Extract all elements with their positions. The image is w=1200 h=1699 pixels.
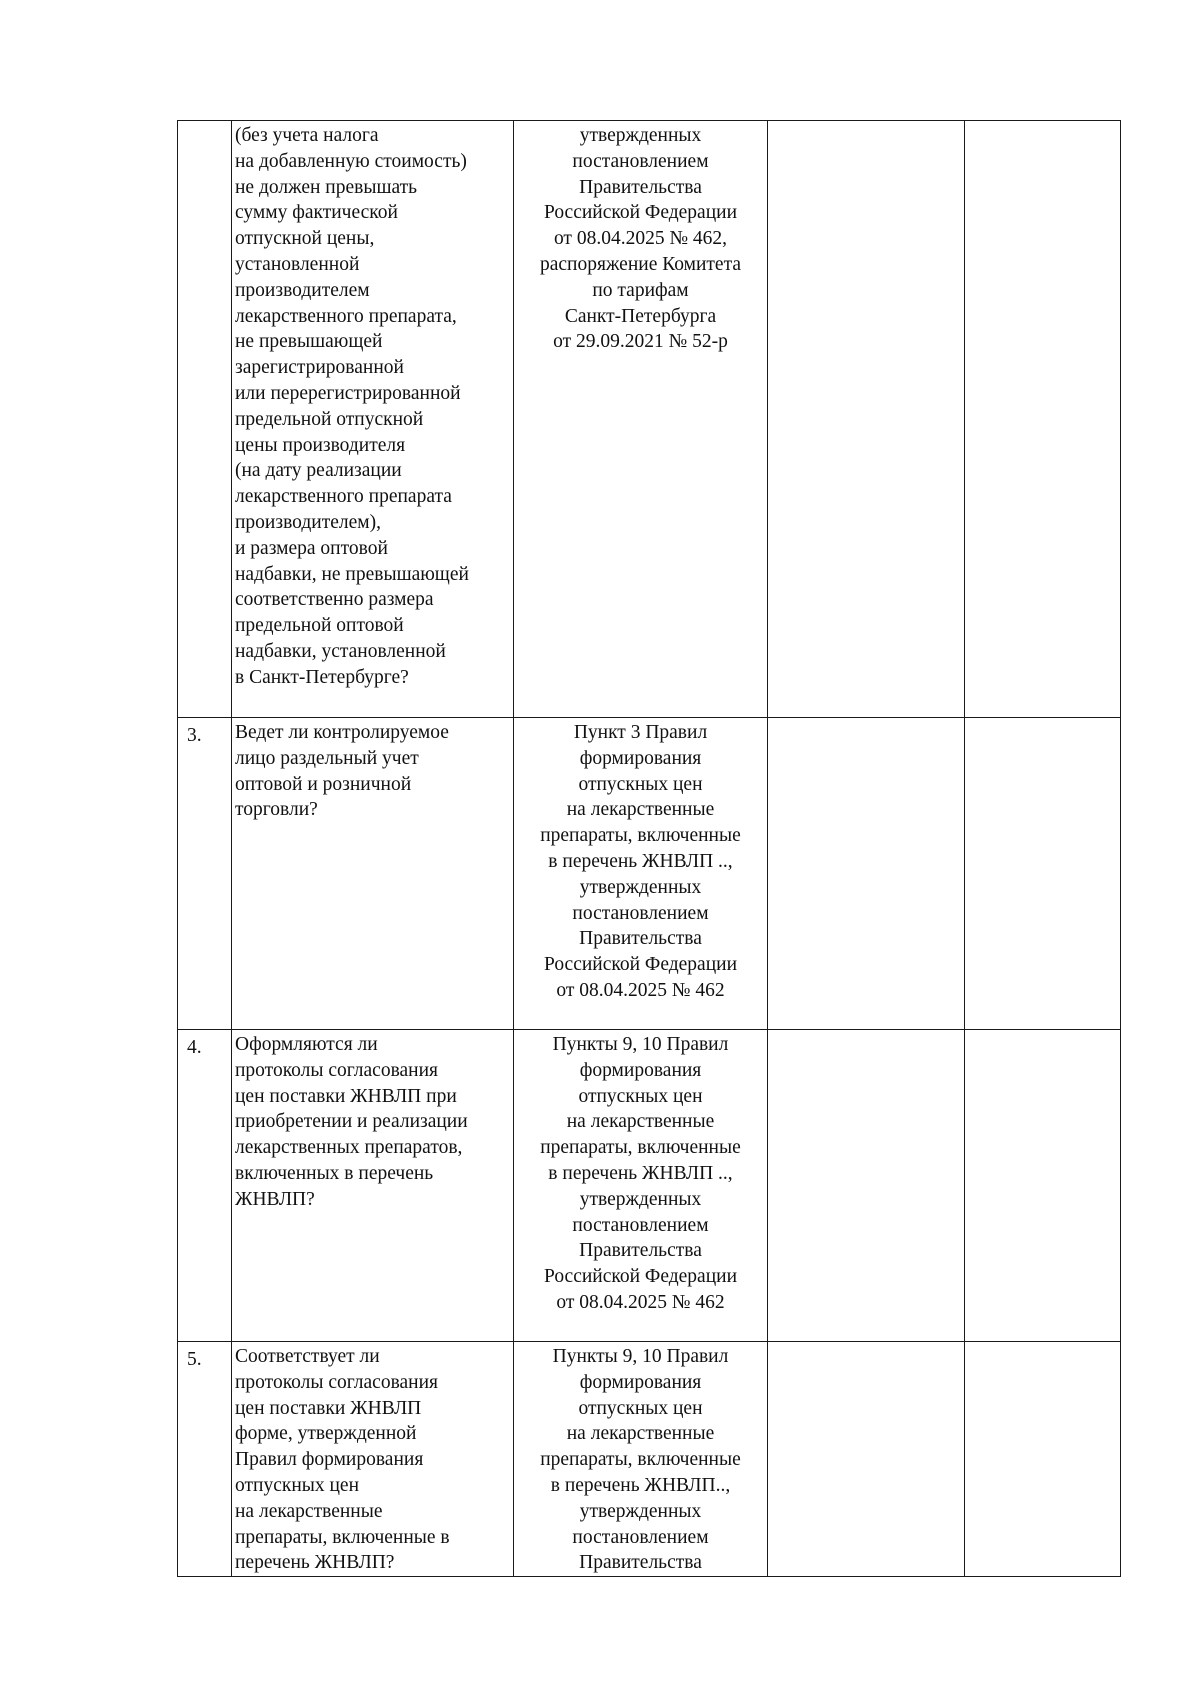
- question-line: на лекарственные: [235, 1500, 383, 1522]
- question-text: [232, 1342, 513, 1576]
- question-line: лицо раздельный учет: [235, 747, 419, 769]
- question-line: производителем),: [235, 511, 381, 533]
- reference-line: распоряжение Комитета: [539, 253, 742, 275]
- question-line: приобретении и реализации: [235, 1111, 468, 1133]
- row-number: [178, 121, 231, 722]
- reference-line: Правительства: [579, 176, 702, 198]
- question-line: зарегистрированной: [235, 357, 404, 379]
- reference-line: по тарифам: [592, 279, 689, 301]
- reference-line: от 08.04.2025 № 462: [556, 979, 725, 1001]
- reference-line: Российской Федерации: [543, 202, 738, 224]
- reference-line: отпускных цен: [578, 1397, 703, 1419]
- question-line: Соответствует ли: [235, 1346, 380, 1367]
- question-line: протоколы согласования: [235, 1371, 439, 1393]
- question-line: лекарственного препарата: [235, 486, 452, 508]
- question-line: оптовой и розничной: [235, 773, 412, 795]
- question-line: цен поставки ЖНВЛП: [235, 1397, 422, 1419]
- row-number: 5.: [187, 1349, 202, 1370]
- row-number: 4.: [187, 1037, 202, 1058]
- reference-line: препараты, включенные: [540, 825, 741, 847]
- reference-line: Правительства: [579, 1552, 702, 1574]
- reference-cell: [514, 1030, 768, 1342]
- question-line: препараты, включенные в: [235, 1526, 450, 1548]
- question-line: сумму фактической: [235, 202, 398, 224]
- legal-reference-text: [514, 1030, 767, 1316]
- reference-line: от 08.04.2025 № 462,: [553, 228, 728, 250]
- question-line: цены производителя: [235, 434, 406, 456]
- question-line: предельной отпускной: [235, 408, 424, 430]
- question-line: форме, утвержденной: [235, 1423, 417, 1445]
- legal-reference-text: [514, 121, 767, 355]
- table-row: [178, 1030, 1121, 1342]
- question-line: отпускной цены,: [235, 228, 375, 250]
- question-line: протоколы согласования: [235, 1059, 439, 1081]
- answer-cell: [768, 1342, 965, 1577]
- reference-line: в перечень ЖНВЛП ..,: [548, 850, 733, 872]
- question-line: (на дату реализации: [235, 460, 402, 482]
- row-number-cell: [178, 121, 232, 718]
- reference-line: формирования: [579, 1371, 702, 1393]
- question-line: Оформляются ли: [235, 1034, 378, 1055]
- table-row: [178, 718, 1121, 1030]
- row-number: 3.: [187, 725, 202, 746]
- note-cell: [965, 718, 1121, 1030]
- reference-line: в перечень ЖНВЛП..,: [550, 1474, 731, 1496]
- reference-line: препараты, включенные: [540, 1449, 741, 1471]
- question-line: производителем: [235, 279, 370, 301]
- reference-line: Правительства: [579, 1240, 702, 1262]
- reference-line: формирования: [579, 1059, 702, 1081]
- question-line: не превышающей: [235, 331, 383, 353]
- reference-line: постановлением: [572, 150, 709, 172]
- reference-line: утвержденных: [579, 876, 702, 898]
- row-number-cell: [178, 1342, 232, 1577]
- question-line: отпускных цен: [235, 1474, 360, 1496]
- legal-reference-text: [514, 718, 767, 1004]
- reference-line: формирования: [579, 747, 702, 769]
- question-line: или перерегистрированной: [235, 382, 461, 404]
- reference-line: от 29.09.2021 № 52-р: [553, 331, 728, 353]
- reference-line: утвержденных: [579, 1500, 702, 1522]
- reference-line: постановлением: [572, 902, 709, 924]
- reference-line: на лекарственные: [566, 799, 715, 821]
- note-cell: [965, 121, 1121, 718]
- question-line: (без учета налога: [235, 125, 379, 146]
- question-cell: [232, 718, 514, 1030]
- reference-cell: [514, 1342, 768, 1577]
- checklist-body: [178, 121, 1121, 1577]
- question-text: [232, 121, 513, 691]
- reference-cell: [514, 718, 768, 1030]
- question-line: установленной: [235, 253, 360, 275]
- question-line: цен поставки ЖНВЛП при: [235, 1085, 457, 1107]
- reference-line: Правительства: [579, 928, 702, 950]
- legal-reference-text: [514, 1342, 767, 1576]
- reference-line: постановлением: [572, 1526, 709, 1548]
- question-line: лекарственного препарата,: [235, 305, 457, 327]
- question-line: ЖНВЛП?: [235, 1188, 315, 1210]
- question-cell: [232, 1030, 514, 1342]
- row-number-cell: [178, 1030, 232, 1342]
- reference-line: отпускных цен: [578, 1085, 703, 1107]
- table-row: [178, 121, 1121, 718]
- question-line: на добавленную стоимость): [235, 150, 467, 172]
- question-cell: [232, 1342, 514, 1577]
- reference-line: в перечень ЖНВЛП ..,: [548, 1162, 733, 1184]
- question-line: надбавки, не превышающей: [235, 563, 469, 585]
- reference-line: на лекарственные: [566, 1423, 715, 1445]
- reference-line: Российской Федерации: [543, 1266, 738, 1288]
- reference-cell: [514, 121, 768, 718]
- question-line: Ведет ли контролируемое: [235, 722, 449, 743]
- question-line: предельной оптовой: [235, 615, 404, 637]
- question-line: лекарственных препаратов,: [235, 1137, 463, 1159]
- reference-line: на лекарственные: [566, 1111, 715, 1133]
- note-cell: [965, 1342, 1121, 1577]
- reference-line: Пункты 9, 10 Правил: [552, 1034, 729, 1055]
- reference-line: препараты, включенные: [540, 1137, 741, 1159]
- reference-line: Пункты 9, 10 Правил: [552, 1346, 729, 1367]
- answer-cell: [768, 718, 965, 1030]
- question-cell: [232, 121, 514, 718]
- reference-line: Санкт-Петербурга: [564, 305, 717, 327]
- checklist-table: [177, 120, 1121, 1577]
- question-line: торговли?: [235, 799, 318, 821]
- question-line: включенных в перечень: [235, 1162, 434, 1184]
- question-line: перечень ЖНВЛП?: [235, 1552, 395, 1574]
- reference-line: Пункт 3 Правил: [573, 722, 708, 743]
- reference-line: утвержденных: [579, 125, 702, 146]
- question-line: Правил формирования: [235, 1449, 424, 1471]
- question-line: и размера оптовой: [235, 537, 388, 559]
- answer-cell: [768, 1030, 965, 1342]
- question-line: соответственно размера: [235, 589, 434, 611]
- question-line: не должен превышать: [235, 176, 418, 198]
- reference-line: от 08.04.2025 № 462: [556, 1291, 725, 1313]
- row-number-cell: [178, 718, 232, 1030]
- reference-line: постановлением: [572, 1214, 709, 1236]
- note-cell: [965, 1030, 1121, 1342]
- question-line: в Санкт-Петербурге?: [235, 666, 409, 688]
- reference-line: Российской Федерации: [543, 954, 738, 976]
- reference-line: отпускных цен: [578, 773, 703, 795]
- answer-cell: [768, 121, 965, 718]
- question-line: надбавки, установленной: [235, 640, 446, 662]
- question-text: [232, 718, 513, 823]
- table-row: [178, 1342, 1121, 1577]
- reference-line: утвержденных: [579, 1188, 702, 1210]
- question-text: [232, 1030, 513, 1213]
